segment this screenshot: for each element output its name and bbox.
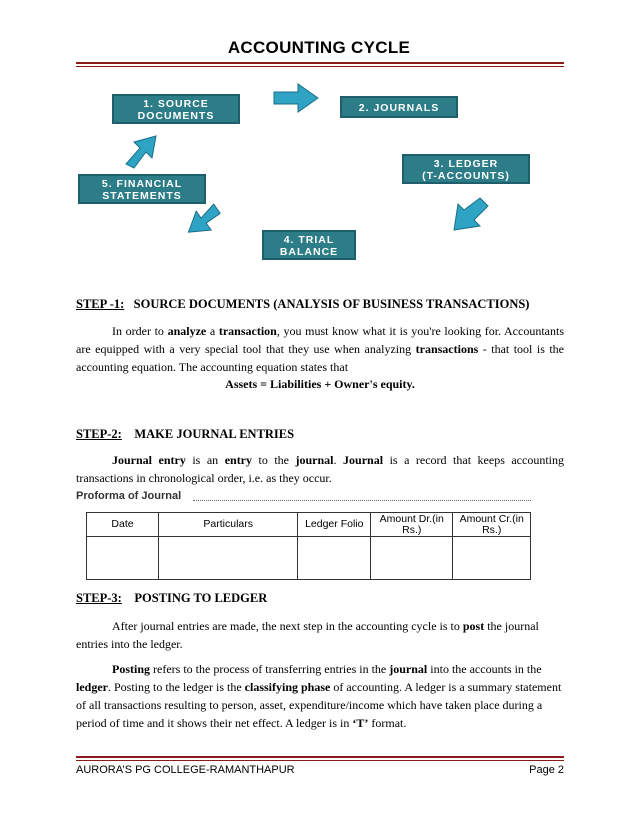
step1-heading (76, 297, 529, 312)
arrow-right-icon (272, 82, 320, 114)
step2-paragraph: Journal entry is an entry to the journal. Journal is a record that keeps accounting transactions in chronological order, i.e. as they occur. (76, 453, 565, 485)
box-source-documents-line2: DOCUMENTS (137, 110, 215, 122)
step3-title: POSTING TO LEDGER (134, 591, 268, 605)
col-amount-dr: Amount Dr.(in Rs.) (371, 513, 453, 537)
box-ledger-line1: 3. LEDGER (433, 158, 499, 170)
col-amount-cr: Amount Cr.(in Rs.) (453, 513, 531, 537)
box-financial-statements-line1: 5. FINANCIAL (101, 178, 183, 190)
accounting-equation: Assets = Liabilities + Owner's equity. (225, 377, 415, 391)
col-particulars: Particulars (159, 513, 298, 537)
box-ledger (402, 154, 530, 184)
step3-label: STEP-3: (76, 591, 122, 605)
journal-proforma-table (86, 512, 531, 580)
col-date: Date (87, 513, 159, 537)
box-trial-balance-line2: BALANCE (279, 246, 339, 258)
step1-title: SOURCE DOCUMENTS (ANALYSIS OF BUSINESS TRANSACTIONS) (133, 297, 530, 311)
table-row (87, 537, 531, 580)
step3-paragraph-1: After journal entries are made, the next step in the accounting cycle is to post the journal entries into the ledger. (76, 619, 539, 651)
page-footer (76, 764, 564, 776)
page-title: ACCOUNTING CYCLE (227, 38, 411, 57)
box-source-documents (112, 94, 240, 124)
arrow-up-left-icon (186, 202, 226, 236)
step1-label: STEP -1: (76, 297, 125, 311)
table-header-row (87, 513, 531, 537)
page-number: Page 2 (529, 764, 564, 776)
step2-label: STEP-2: (76, 427, 122, 441)
arrow-down-left-icon (450, 194, 490, 234)
box-trial-balance-line1: 4. TRIAL (283, 234, 335, 246)
arrow-up-right-icon (120, 134, 162, 170)
proforma-title: Proforma of Journal (76, 490, 182, 502)
step3-heading (76, 591, 267, 606)
proforma-dotted-rule (193, 500, 531, 501)
box-journals (340, 96, 458, 118)
step1-paragraph: In order to analyze a transaction, you must know what it is you're looking for. Accountants are equipped with a very special tool that they use when analyzing transactions - that tool is the accounting equation. The accounting equation states that (76, 324, 565, 374)
col-ledger-folio: Ledger Folio (298, 513, 371, 537)
accounting-cycle-diagram (76, 80, 556, 265)
step3-paragraph-2: Posting refers to the process of transferring entries in the journal into the accounts in the ledger. Posting to the ledger is the classifying phase of accounting. A ledger is a summary statement of all transactions resulting to person, asset, expenditure/income which have taken place during a period of time and it shows their net effect. A ledger is in ‘T’ format. (76, 662, 562, 730)
step2-heading (76, 427, 294, 442)
box-source-documents-line1: 1. SOURCE (143, 98, 209, 110)
box-financial-statements (78, 174, 206, 204)
box-trial-balance (262, 230, 356, 260)
step2-title: MAKE JOURNAL ENTRIES (134, 427, 295, 441)
box-ledger-line2: (T-ACCOUNTS) (422, 170, 510, 182)
header-rule (76, 62, 564, 67)
box-journals-label: 2. JOURNALS (358, 102, 440, 114)
footer-college: AURORA’S PG COLLEGE-RAMANTHAPUR (76, 764, 295, 776)
footer-rule (76, 756, 564, 761)
box-financial-statements-line2: STATEMENTS (102, 190, 182, 202)
